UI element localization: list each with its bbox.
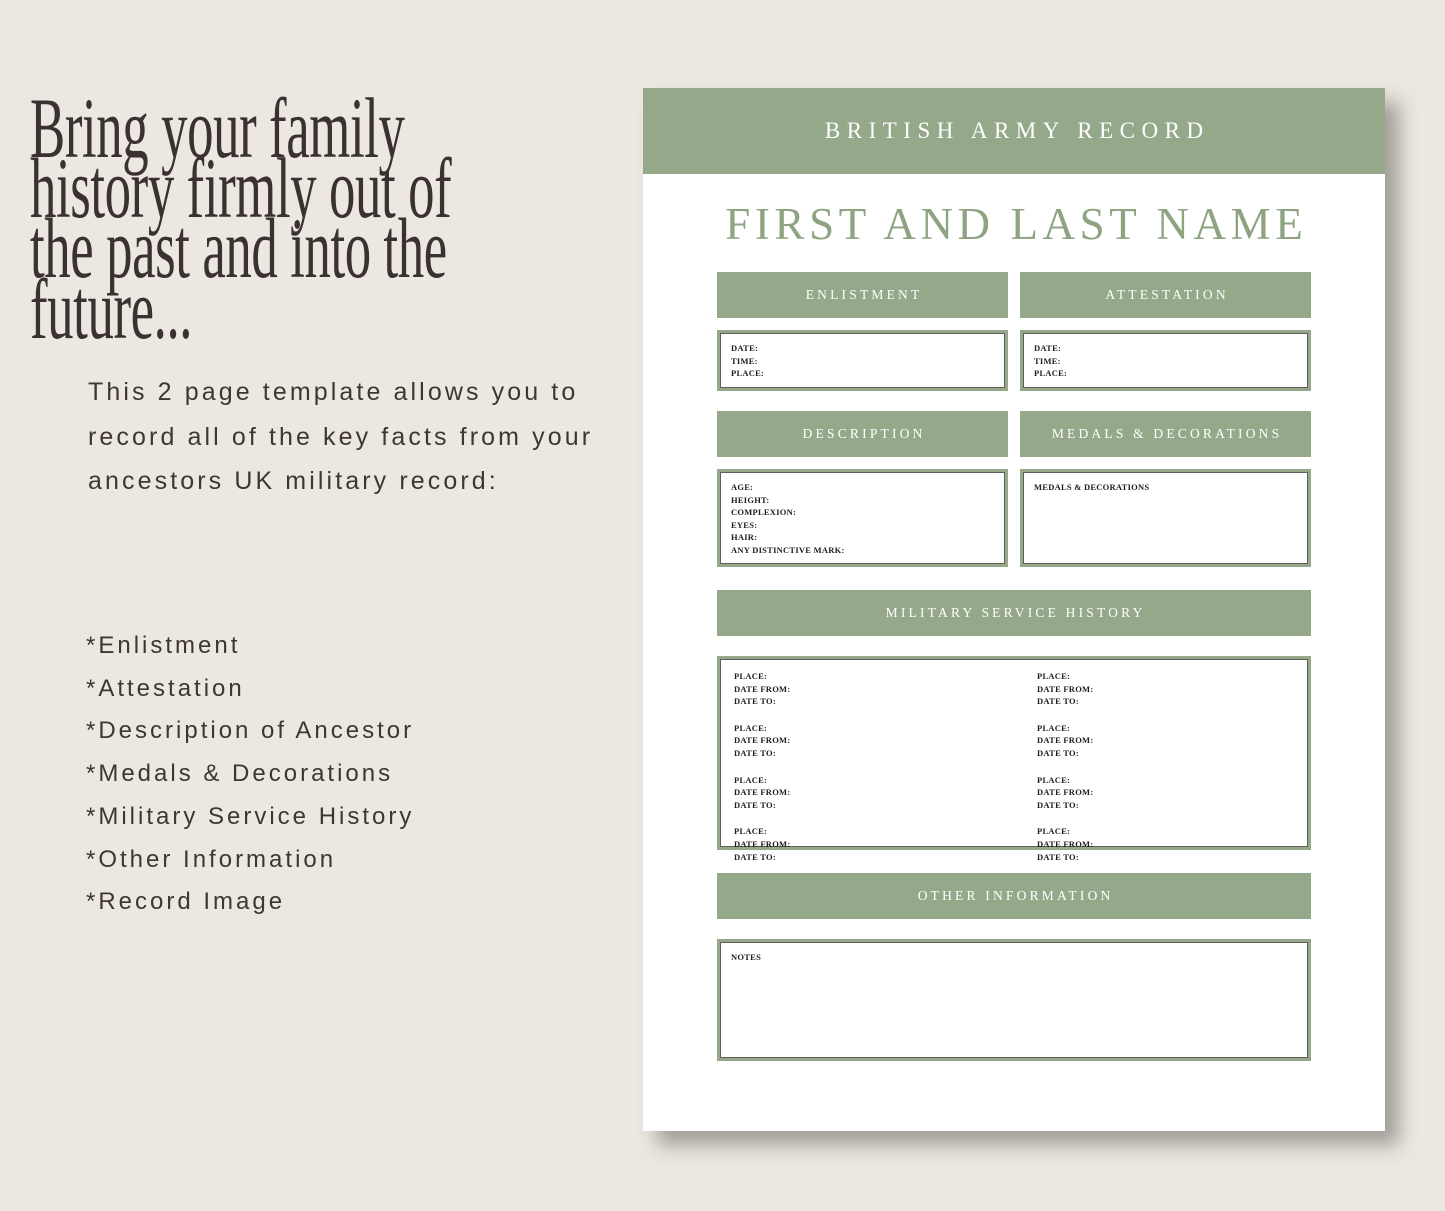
list-item: *Attestation — [86, 674, 245, 702]
document-name-placeholder: FIRST AND LAST NAME — [725, 199, 1308, 249]
field-label-age: AGE: — [731, 482, 754, 492]
section-header-label: ATTESTATION — [1105, 287, 1229, 302]
field-label-date-from: DATE FROM: — [734, 838, 791, 849]
field-label-date-to: DATE TO: — [1037, 851, 1079, 862]
field-label-date-to: DATE TO: — [734, 851, 776, 862]
enlistment-attestation-field-row — [717, 330, 1311, 391]
service-history-block — [734, 722, 1021, 760]
field-label-distinctive-mark: ANY DISTINCTIVE MARK: — [731, 544, 845, 555]
section-header-label: MEDALS & DECORATIONS — [1051, 426, 1283, 441]
service-history-block — [1037, 670, 1308, 708]
field-box-content — [720, 333, 1005, 380]
service-history-columns — [720, 659, 1308, 863]
field-label-date-from: DATE FROM: — [1037, 683, 1094, 694]
field-label-place: PLACE: — [734, 671, 768, 681]
field-label-date-from: DATE FROM: — [1037, 838, 1094, 849]
field-label-hair: HAIR: — [731, 532, 758, 543]
service-history-block — [1037, 722, 1308, 760]
field-label-place: PLACE: — [1037, 774, 1071, 785]
field-label-eyes: EYES: — [731, 519, 758, 530]
list-item: *Other Information — [86, 845, 337, 873]
spacer — [717, 457, 1311, 469]
spacer — [717, 567, 1311, 590]
field-box-content — [720, 942, 1308, 964]
service-history-block — [1037, 825, 1308, 863]
field-label-date-to: DATE TO: — [1037, 696, 1079, 707]
service-history-column-right — [1021, 670, 1308, 863]
list-item: *Record Image — [86, 888, 286, 916]
spacer — [717, 919, 1311, 939]
service-history-column-left — [734, 670, 1021, 863]
promo-panel — [0, 0, 643, 1211]
service-history-block — [1037, 774, 1308, 812]
field-label-notes: NOTES — [731, 952, 762, 962]
field-label-date-from: DATE FROM: — [1037, 787, 1094, 798]
field-label-place: PLACE: — [1037, 722, 1071, 733]
section-header-attestation — [1020, 272, 1311, 318]
field-label-place: PLACE: — [734, 774, 768, 785]
field-label-height: HEIGHT: — [731, 494, 770, 505]
field-label-date-from: DATE FROM: — [734, 787, 791, 798]
list-item: *Enlistment — [86, 632, 241, 659]
document-banner — [643, 88, 1385, 174]
description-medals-field-row — [717, 469, 1311, 567]
field-label-date-to: DATE TO: — [1037, 799, 1079, 810]
field-box-description[interactable] — [717, 469, 1008, 567]
section-header-label: ENLISTMENT — [805, 287, 923, 302]
section-header-label: MILITARY SERVICE HISTORY — [885, 605, 1146, 620]
service-history-block — [734, 774, 1021, 812]
list-item: *Description of Ancestor — [86, 717, 415, 745]
field-label-date: DATE: — [731, 343, 759, 353]
field-box-content — [1023, 472, 1308, 494]
field-label-date-from: DATE FROM: — [734, 683, 791, 694]
section-header-enlistment — [717, 272, 1008, 318]
section-header-description — [717, 411, 1008, 457]
field-label-place: PLACE: — [1034, 368, 1068, 379]
field-box-notes[interactable] — [717, 939, 1311, 1061]
field-box-content — [720, 472, 1005, 557]
field-label-place: PLACE: — [734, 826, 768, 837]
field-box-enlistment[interactable] — [717, 330, 1008, 391]
description-medals-header-row — [717, 411, 1311, 457]
promo-description: This 2 page template allows you to record all of the key facts from your ancestors UK military record: — [88, 378, 594, 495]
enlistment-attestation-header-row — [717, 272, 1311, 318]
list-item: *Medals & Decorations — [86, 760, 394, 788]
field-box-service-history[interactable] — [717, 656, 1311, 862]
service-history-block — [734, 825, 1021, 863]
field-label-place: PLACE: — [1037, 671, 1071, 681]
document-banner-title: BRITISH ARMY RECORD — [824, 118, 1210, 143]
promo-headline: Bring your family history firmly out of the past and into the future... — [30, 81, 452, 357]
field-label-date-to: DATE TO: — [1037, 747, 1079, 758]
field-label-date-to: DATE TO: — [734, 696, 776, 707]
field-box-content — [1023, 333, 1308, 380]
field-label-date-to: DATE TO: — [734, 747, 776, 758]
field-label-date-to: DATE TO: — [734, 799, 776, 810]
field-label-date-from: DATE FROM: — [734, 735, 791, 746]
section-header-label: DESCRIPTION — [802, 426, 926, 441]
promo-feature-list — [86, 625, 626, 924]
list-item: *Military Service History — [86, 802, 415, 830]
field-box-medals[interactable] — [1020, 469, 1311, 567]
spacer — [717, 318, 1311, 330]
field-label-place: PLACE: — [1037, 826, 1071, 837]
service-history-block — [734, 670, 1021, 708]
field-label-place: PLACE: — [731, 368, 765, 379]
field-label-time: TIME: — [1034, 355, 1061, 366]
field-label-place: PLACE: — [734, 722, 768, 733]
field-box-attestation[interactable] — [1020, 330, 1311, 391]
field-label-time: TIME: — [731, 355, 758, 366]
field-label-medals: MEDALS & DECORATIONS — [1034, 482, 1150, 492]
section-header-label: OTHER INFORMATION — [917, 888, 1114, 903]
field-label-date: DATE: — [1034, 343, 1062, 353]
field-label-date-from: DATE FROM: — [1037, 735, 1094, 746]
section-header-medals — [1020, 411, 1311, 457]
field-label-complexion: COMPLEXION: — [731, 507, 797, 518]
document-preview-card — [643, 88, 1385, 1131]
section-header-other-information — [717, 873, 1311, 919]
section-header-service-history — [717, 590, 1311, 636]
document-body — [643, 198, 1385, 1061]
spacer — [717, 391, 1311, 411]
spacer — [717, 636, 1311, 656]
